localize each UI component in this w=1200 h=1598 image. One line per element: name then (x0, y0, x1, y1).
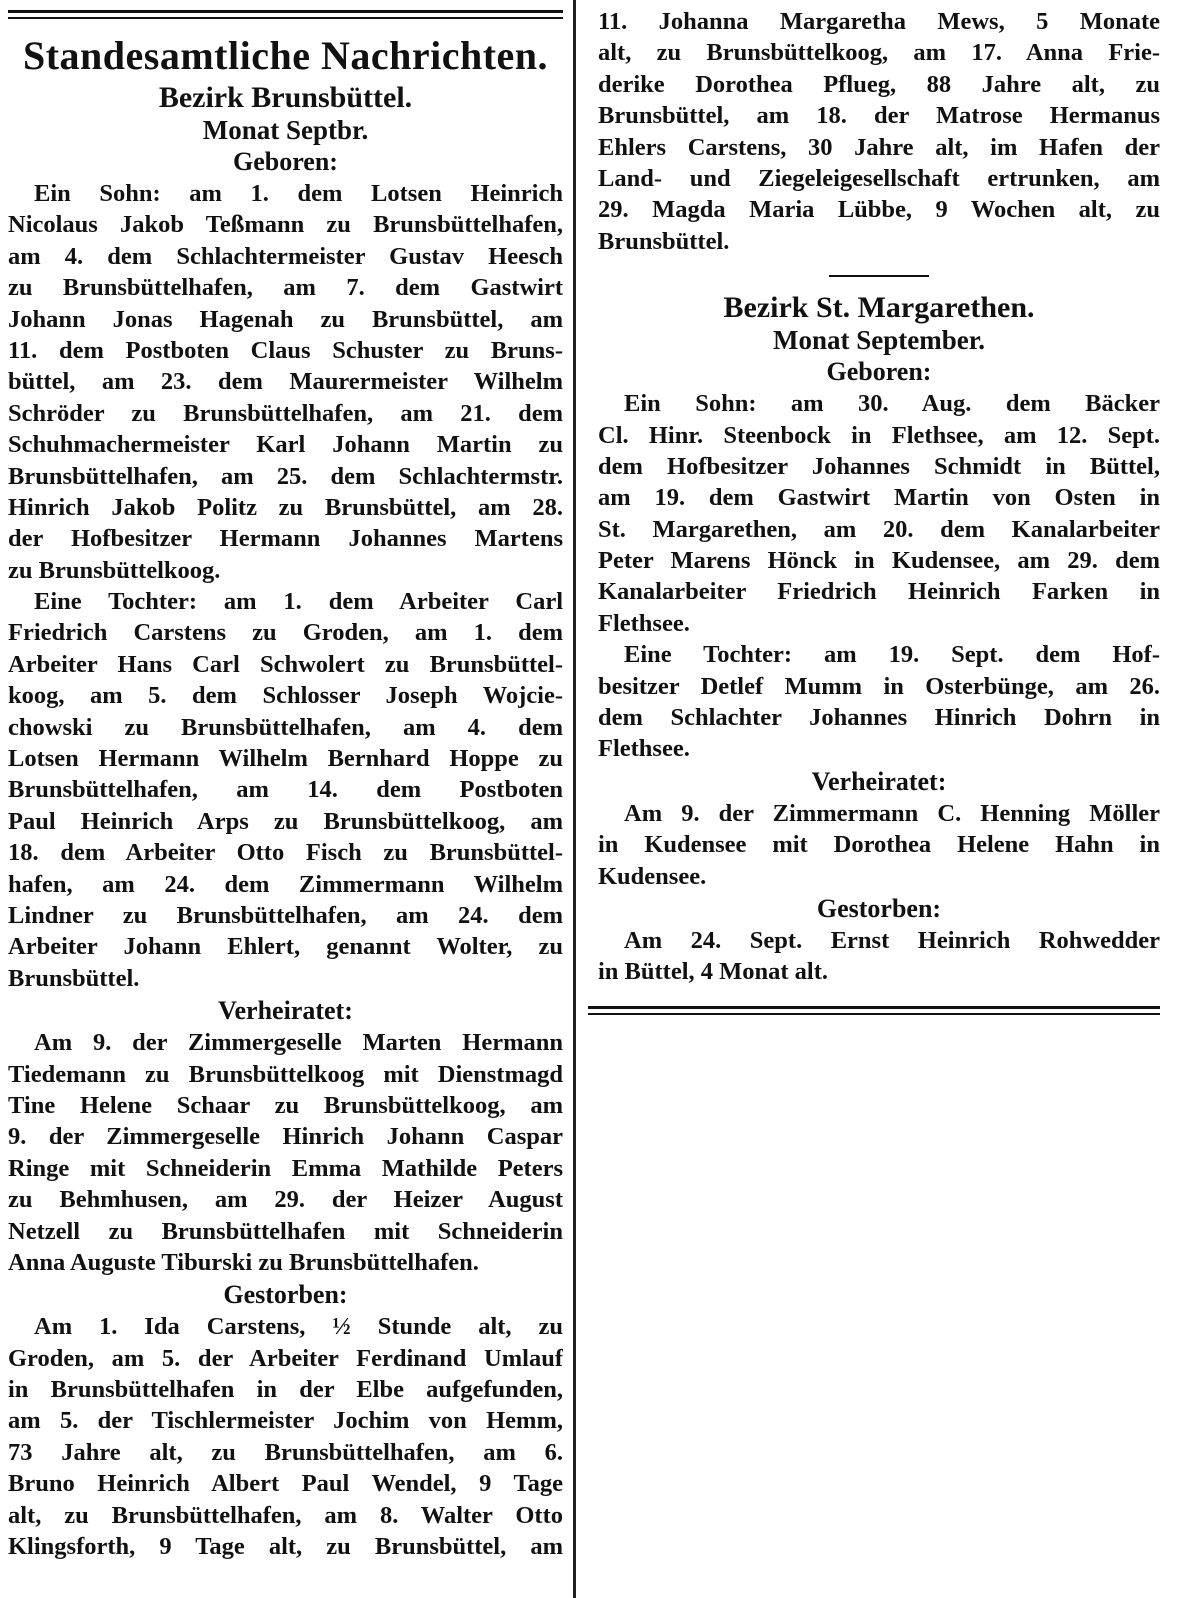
district-heading: Bezirk Brunsbüttel. (158, 81, 413, 114)
text-line: Friedrich Carstens zu Groden, am 1. dem (8, 619, 563, 647)
text-line: Am 24. Sept. Ernst Heinrich Rohwedder (624, 926, 1160, 954)
text-line: Am 9. der Zimmermann C. Henning Möller (624, 799, 1160, 827)
text-line: zu Behmhusen, am 29. der Heizer August (8, 1186, 563, 1214)
left-body (8, 145, 563, 1562)
text-line: Groden, am 5. der Arbeiter Ferdinand Umlauf (8, 1344, 563, 1372)
text-line: Arbeiter Johann Ehlert, genannt Wolter, zu (8, 933, 563, 961)
top-double-rule (8, 10, 563, 19)
text-line: Tiedemann zu Brunsbüttelkoog mit Dienstmagd (8, 1060, 563, 1088)
bottom-double-rule (588, 1006, 1160, 1015)
text-line: büttel, am 23. dem Maurermeister Wilhelm (8, 368, 563, 396)
column-divider (573, 0, 576, 1598)
text-line: Flethsee. (598, 735, 690, 763)
paragraph (598, 925, 1160, 988)
text-line: Brunsbüttelhafen, am 25. dem Schlachtermstr. (8, 462, 563, 490)
text-line: Peter Marens Hönck in Kudensee, am 29. dem (598, 547, 1160, 575)
text-line: Anna Auguste Tiburski zu Brunsbüttelhafen. (8, 1248, 479, 1276)
text-line: Schröder zu Brunsbüttelhafen, am 21. dem (8, 399, 563, 427)
text-line: alt, zu Brunsbüttelkoog, am 17. Anna Frie- (598, 39, 1160, 67)
paragraph (8, 178, 563, 586)
text-line: besitzer Detlef Mumm in Osterbünge, am 26. (598, 672, 1160, 700)
text-line: Kudensee. (598, 862, 707, 890)
section-heading: Gestorben: (223, 1280, 348, 1310)
text-line: Eine Tochter: am 19. Sept. dem Hof- (624, 641, 1160, 669)
text-line: Tine Helene Schaar zu Brunsbüttelkoog, am (8, 1091, 563, 1119)
text-line: Flethsee. (598, 609, 690, 637)
text-line: Bruno Heinrich Albert Paul Wendel, 9 Tage (8, 1470, 563, 1498)
text-line: Schuhmachermeister Karl Johann Martin zu (8, 431, 563, 459)
text-line: Ein Sohn: am 30. Aug. dem Bäcker (624, 390, 1160, 418)
text-line: Am 1. Ida Carstens, ½ Stunde alt, zu (34, 1313, 563, 1341)
text-line: 9. der Zimmergeselle Hinrich Johann Caspar (8, 1123, 563, 1151)
text-line: in Brunsbüttelhafen in der Elbe aufgefunden, (8, 1376, 563, 1404)
text-line: in Büttel, 4 Monat alt. (598, 958, 829, 986)
text-line: Netzell zu Brunsbüttelhafen mit Schneiderin (8, 1217, 563, 1245)
right-body (598, 355, 1160, 988)
text-line: Hinrich Jakob Politz zu Brunsbüttel, am 28. (8, 493, 563, 521)
text-line: koog, am 5. dem Schlosser Joseph Wojcie- (8, 682, 563, 710)
text-line: hafen, am 24. dem Zimmermann Wilhelm (8, 870, 563, 898)
text-line: Johann Jonas Hagenah zu Brunsbüttel, am (8, 305, 563, 333)
text-line: 11. Johanna Margaretha Mews, 5 Monate (598, 8, 1160, 35)
month-heading: Monat September. (773, 325, 985, 356)
paragraph (598, 798, 1160, 892)
text-line: Klingsforth, 9 Tage alt, zu Brunsbüttel, am (8, 1533, 563, 1561)
text-line: Eine Tochter: am 1. dem Arbeiter Carl (34, 588, 563, 616)
text-line: 29. Magda Maria Lübbe, 9 Wochen alt, zu (598, 196, 1160, 224)
text-line: zu Brunsbüttelkoog. (8, 556, 221, 584)
text-line: Am 9. der Zimmergeselle Marten Hermann (34, 1029, 563, 1057)
text-line: am 19. dem Gastwirt Martin von Osten in (598, 484, 1160, 512)
paragraph (598, 388, 1160, 639)
paragraph (8, 586, 563, 994)
text-line: zu Brunsbüttelhafen, am 7. dem Gastwirt (8, 274, 563, 302)
text-line: 73 Jahre alt, zu Brunsbüttelhafen, am 6. (8, 1438, 563, 1466)
month-heading: Monat Septbr. (202, 115, 369, 145)
text-line: Brunsbüttelhafen, am 14. dem Postboten (8, 776, 563, 804)
text-line: Brunsbüttel. (8, 964, 140, 992)
district-heading: Bezirk St. Margarethen. (723, 291, 1035, 325)
text-line: Nicolaus Jakob Teßmann zu Brunsbüttelhafen, (8, 211, 563, 239)
section-heading: Gestorben: (816, 893, 942, 923)
text-line: Paul Heinrich Arps zu Brunsbüttelkoog, am (8, 807, 563, 835)
text-line: alt, zu Brunsbüttelhafen, am 8. Walter Otto (8, 1501, 563, 1529)
right-column (598, 0, 1160, 1015)
text-line: Ehlers Carstens, 30 Jahre alt, im Hafen der (598, 133, 1160, 161)
text-line: Land- und Ziegeleigesellschaft ertrunken, am (598, 164, 1160, 192)
section-heading: Verheiratet: (811, 766, 947, 796)
page-title: Standesamtliche Nachrichten. (22, 33, 549, 78)
text-line: dem Hofbesitzer Johannes Schmidt in Büttel, (598, 452, 1160, 480)
text-line: Ringe mit Schneiderin Emma Mathilde Peters (8, 1154, 563, 1182)
text-line: Brunsbüttel. (598, 227, 730, 255)
left-column (8, 0, 563, 1562)
section-divider (829, 275, 929, 277)
text-line: dem Schlachter Johannes Hinrich Dohrn in (598, 704, 1160, 732)
text-line: derike Dorothea Pflueg, 88 Jahre alt, zu (598, 70, 1160, 98)
text-line: Brunsbüttel, am 18. der Matrose Hermanus (598, 102, 1160, 130)
text-line: am 4. dem Schlachtermeister Gustav Heesch (8, 242, 563, 270)
text-line: am 5. der Tischlermeister Jochim von Hemm, (8, 1407, 563, 1435)
text-line: Lotsen Hermann Wilhelm Bernhard Hoppe zu (8, 745, 563, 773)
section-heading: Geboren: (826, 357, 932, 387)
text-line: der Hofbesitzer Hermann Johannes Martens (8, 525, 563, 553)
text-line: 11. dem Postboten Claus Schuster zu Bruns- (8, 336, 563, 364)
text-line: Kanalarbeiter Friedrich Heinrich Farken in (598, 578, 1160, 606)
paragraph (8, 1311, 563, 1562)
text-line: St. Margarethen, am 20. dem Kanalarbeiter (598, 515, 1160, 543)
text-line: in Kudensee mit Dorothea Helene Hahn in (598, 831, 1160, 859)
text-line: chowski zu Brunsbüttelhafen, am 4. dem (8, 713, 563, 741)
text-line: 18. dem Arbeiter Otto Fisch zu Brunsbüttel- (8, 839, 563, 867)
paragraph (8, 1027, 563, 1278)
continuation-text (598, 6, 1160, 257)
section-heading: Geboren: (233, 147, 338, 176)
paragraph (598, 639, 1160, 765)
section-heading: Verheiratet: (218, 996, 353, 1026)
text-line: Arbeiter Hans Carl Schwolert zu Brunsbüttel- (8, 650, 563, 678)
text-line: Lindner zu Brunsbüttelhafen, am 24. dem (8, 901, 563, 929)
text-line: Ein Sohn: am 1. dem Lotsen Heinrich (34, 180, 563, 207)
text-line: Cl. Hinr. Steenbock in Flethsee, am 12. Sept. (598, 421, 1160, 449)
